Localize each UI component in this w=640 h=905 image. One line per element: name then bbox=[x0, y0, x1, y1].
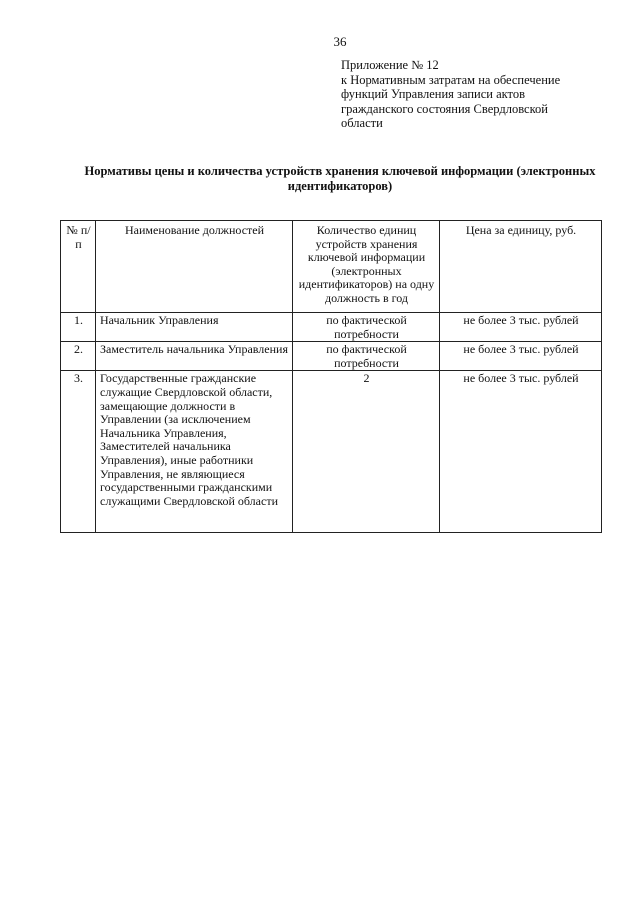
cell-position: Начальник Управления bbox=[96, 313, 293, 342]
cell-quantity: по фактической потребности bbox=[293, 342, 440, 371]
appendix-line: функций Управления записи актов bbox=[341, 87, 525, 101]
document-title-line: Нормативы цены и количества устройств хранения ключевой информации (электронных bbox=[84, 164, 596, 178]
table-header-row bbox=[61, 221, 602, 313]
appendix-header bbox=[341, 58, 611, 131]
cell-position: Заместитель начальника Управления bbox=[96, 342, 293, 371]
appendix-line: к Нормативным затратам на обеспечение bbox=[341, 72, 561, 87]
cell-price: не более 3 тыс. рублей bbox=[440, 342, 602, 371]
cell-price: не более 3 тыс. рублей bbox=[440, 313, 602, 342]
norms-table bbox=[60, 220, 602, 533]
page-number: 36 bbox=[333, 34, 347, 49]
document-title bbox=[60, 164, 620, 194]
header-quantity: Количество единиц устройств хранения ключевой информации (электронных идентификаторов) на одну должность в год bbox=[293, 221, 440, 313]
cell-quantity: по фактической потребности bbox=[293, 313, 440, 342]
cell-num: 2. bbox=[61, 342, 96, 371]
table-row bbox=[61, 371, 602, 533]
appendix-line: Приложение № 12 bbox=[341, 58, 439, 72]
cell-quantity: 2 bbox=[293, 371, 440, 533]
header-num: № п/п bbox=[61, 221, 96, 313]
header-price: Цена за единицу, руб. bbox=[440, 221, 602, 313]
appendix-line: гражданского состояния Свердловской bbox=[341, 101, 548, 116]
header-position: Наименование должностей bbox=[96, 221, 293, 313]
cell-num: 1. bbox=[61, 313, 96, 342]
appendix-line: области bbox=[341, 116, 383, 130]
document-title-line: идентификаторов) bbox=[287, 179, 393, 193]
cell-num: 3. bbox=[61, 371, 96, 533]
table-row bbox=[61, 342, 602, 371]
table-row bbox=[61, 313, 602, 342]
cell-position: Государственные гражданские служащие Свердловской области, замещающие должности в Управлении (за исключением Начальника Управления, Заместителей начальника Управления), иные работники Управления, не являющиеся государственными гражданскими служащими Свердловской области bbox=[96, 371, 293, 533]
cell-price: не более 3 тыс. рублей bbox=[440, 371, 602, 533]
